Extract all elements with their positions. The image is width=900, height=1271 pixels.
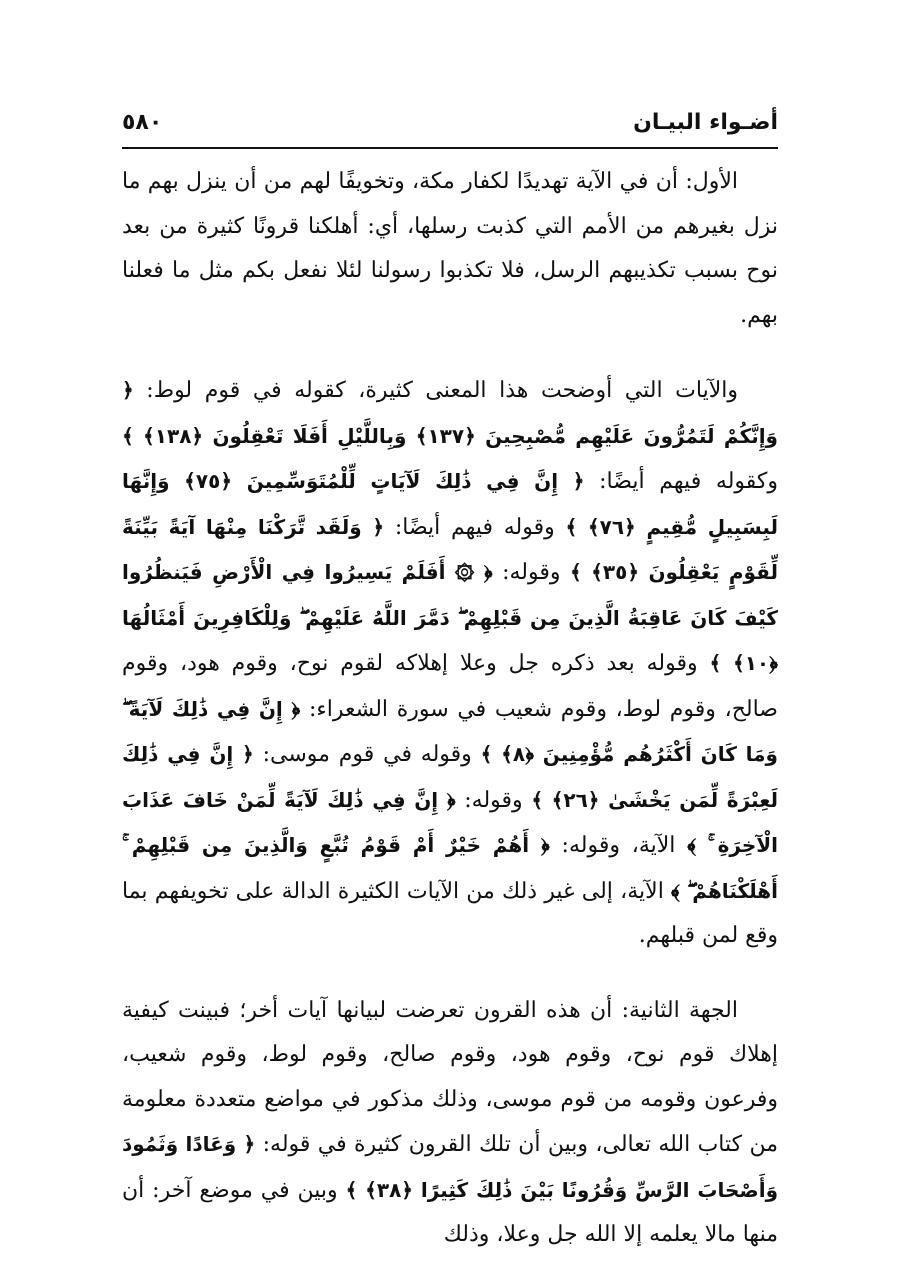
paragraph-supporting-verses bbox=[122, 368, 778, 959]
quran-verse-afalam-yasiru: ﴿ ۞ أَفَلَمْ يَسِيرُوا فِي الْأَرْضِ فَيَنظُرُوا كَيْفَ كَانَ عَاقِبَةُ الَّذِينَ مِن قَبْلِهِمْ ۖ دَمَّرَ اللَّهُ عَلَيْهِمْ ۖ وَلِلْكَافِرِينَ أَمْثَالُهَا ﴿١٠﴾ ﴾ bbox=[122, 560, 778, 675]
quran-verse-shuara: ﴿ إِنَّ فِي ذَٰلِكَ لَآيَةً ۖ وَمَا كَانَ أَكْثَرُهُم مُّؤْمِنِينَ ﴿٨﴾ ﴾ bbox=[122, 696, 778, 766]
paragraph-first-aspect bbox=[122, 160, 778, 338]
page-body bbox=[122, 160, 778, 1258]
text-segment: والآيات التي أوضحت هذا المعنى كثيرة، كقوله في قوم لوط: bbox=[133, 378, 738, 403]
text-segment: الآية، وقوله: bbox=[549, 833, 688, 858]
text-segment: وقوله بعد ذكره جل وعلا إهلاكه لقوم نوح، وقوم هود، وقوم صالح، وقوم لوط، وقوم شعيب في سورة الشعراء: bbox=[122, 651, 778, 722]
quran-verse-mutawassimin: ﴿ إِنَّ فِي ذَٰلِكَ لَآيَاتٍ لِّلْمُتَوَسِّمِينَ ﴿٧٥﴾ وَإِنَّهَا لَبِسَبِيلٍ مُّقِيمٍ ﴿٧٦﴾ ﴾ bbox=[122, 469, 778, 539]
text-segment: الآية، إلى غير ذلك من الآيات الكثيرة الدالة على تخويفهم بما وقع لمن قبلهم. bbox=[122, 878, 778, 948]
text-segment: وكقوله فيهم أيضًا: bbox=[584, 469, 778, 494]
quran-verse-lot: ﴿ وَإِنَّكُمْ لَتَمُرُّونَ عَلَيْهِم مُّصْبِحِينَ ﴿١٣٧﴾ وَبِاللَّيْلِ أَفَلَا تَعْقِلُونَ ﴿١٣٨﴾ ﴾ bbox=[122, 378, 778, 448]
paragraph-gap bbox=[122, 338, 778, 368]
quran-verse-ashab-ar-rass: ﴿ وَعَادًا وَثَمُودَ وَأَصْحَابَ الرَّسِّ وَقُرُونًا بَيْنَ ذَٰلِكَ كَثِيرًا ﴿٣٨﴾ ﴾ bbox=[122, 1132, 779, 1202]
book-title: أضـواء البيـان bbox=[633, 110, 778, 135]
text-segment: وبين في موضع آخر: أن منها مالا يعلمه إلا الله جل وعلا، وذلك bbox=[122, 1177, 778, 1247]
text-segment: وقوله فيهم أيضًا: bbox=[384, 514, 566, 540]
page-header bbox=[122, 106, 778, 146]
paragraph-gap bbox=[122, 959, 778, 989]
quran-verse-akhirah: ﴿ إِنَّ فِي ذَٰلِكَ لَآيَةً لِّمَنْ خَافَ عَذَابَ الْآخِرَةِ ۚ ﴾ bbox=[122, 787, 779, 857]
page-number: ٥٨٠ bbox=[122, 110, 163, 135]
text-segment: وقوله: bbox=[492, 560, 570, 585]
header-divider bbox=[122, 147, 778, 149]
paragraph-text: الأول: أن في الآية تهديدًا لكفار مكة، وتخويفًا لهم من أن ينزل بهم ما نزل بغيرهم من الأمم التي كذبت رسلها، أي: أهلكنا قرونًا كثيرة من بعد نوح بسبب تكذيبهم الرسل، فلا تكذبوا رسولنا لئلا نفعل بكم مثل ما فعلنا بهم. bbox=[122, 169, 778, 328]
text-segment: الجهة الثانية: أن هذه القرون تعرضت لبيانها آيات أخر؛ فبينت كيفية إهلاك قوم نوح، وقوم هود، وقوم صالح، وقوم لوط، وقوم شعيب، وفرعون وقومه من قوم موسى، وذلك مذكور في مواضع متعددة معلومة من كتاب الله تعالى، وبين أن تلك القرون كثيرة في قوله: bbox=[122, 997, 778, 1157]
text-segment: وقوله في قوم موسى: bbox=[253, 742, 481, 767]
quran-verse-tubba: ﴿ أَهُمْ خَيْرٌ أَمْ قَوْمُ تُبَّعٍ وَالَّذِينَ مِن قَبْلِهِمْ ۚ أَهْلَكْنَاهُمْ ۖ ﴾ bbox=[122, 833, 778, 903]
paragraph-second-aspect bbox=[122, 989, 778, 1258]
quran-verse-ayah-bayyinah: ﴿ وَلَقَد تَّرَكْنَا مِنْهَا آيَةً بَيِّنَةً لِّقَوْمٍ يَعْقِلُونَ ﴿٣٥﴾ ﴾ bbox=[122, 514, 778, 584]
quran-verse-yakhsha: ﴿ إِنَّ فِي ذَٰلِكَ لَعِبْرَةً لِّمَن يَخْشَىٰ ﴿٢٦﴾ ﴾ bbox=[122, 742, 778, 812]
text-segment: وقوله: bbox=[455, 787, 532, 813]
